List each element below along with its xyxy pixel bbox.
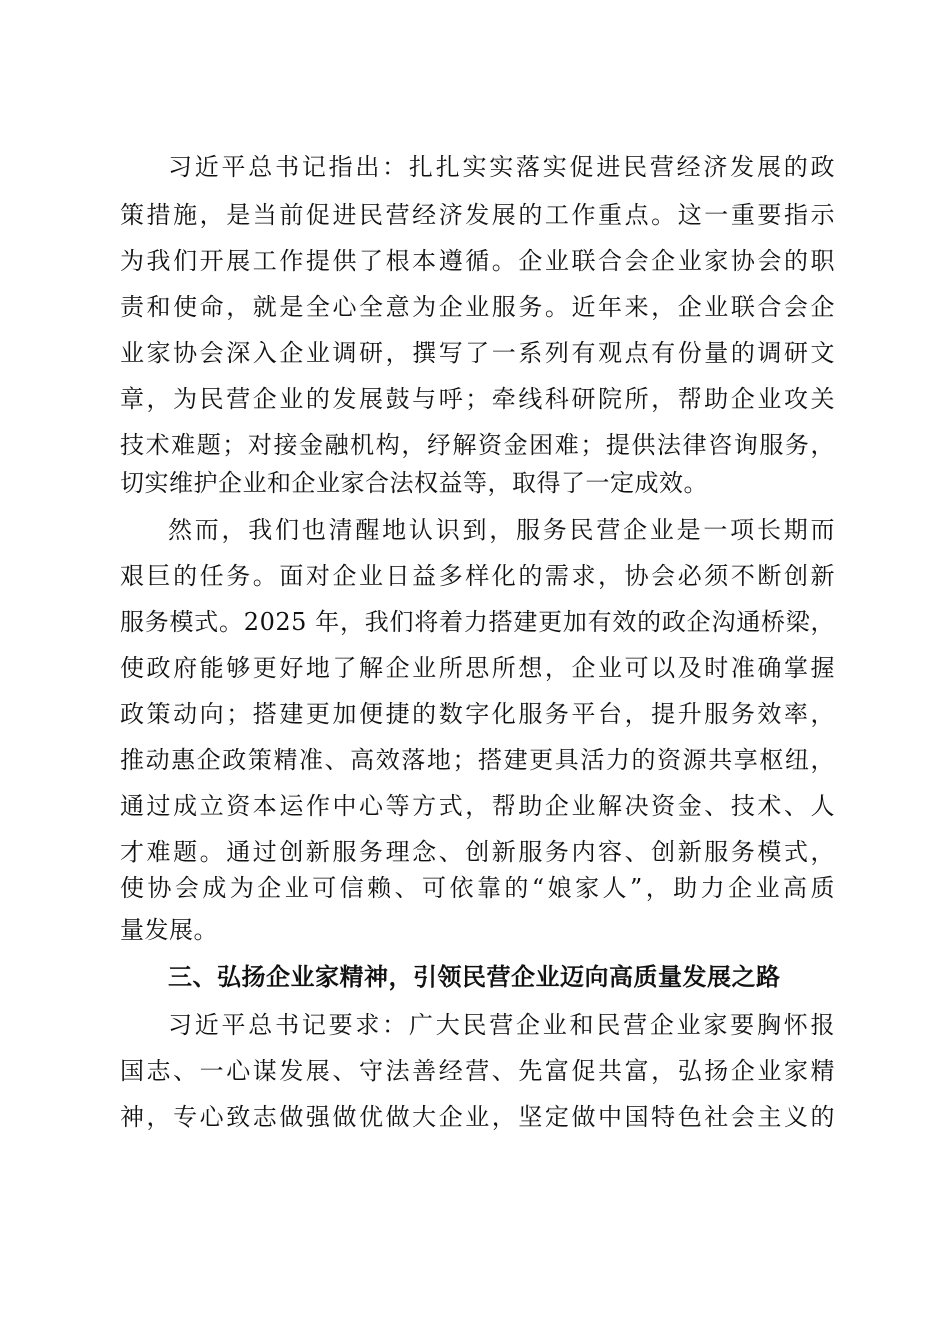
paragraph-1-line-3: 为我们开展工作提供了根本遵循。企业联合会企业家协会的职 [120,247,835,275]
paragraph-2-line-1: 然而，我们也清醒地认识到，服务民营企业是一项长期而 [168,516,835,544]
paragraph-3-line-3: 神，专心致志做强做优做大企业，坚定做中国特色社会主义的 [120,1103,835,1131]
section-heading: 三、弘扬企业家精神，引领民营企业迈向高质量发展之路 [168,963,781,991]
paragraph-2-line-2: 艰巨的任务。面对企业日益多样化的需求，协会必须不断创新 [120,562,835,590]
paragraph-2-line-8: 才难题。通过创新服务理念、创新服务内容、创新服务模式， [120,838,835,866]
paragraph-2-line-5: 政策动向；搭建更加便捷的数字化服务平台，提升服务效率， [120,700,835,728]
paragraph-3-line-1: 习近平总书记要求：广大民营企业和民营企业家要胸怀报 [168,1011,835,1039]
paragraph-2-line-3: 服务模式。2025 年，我们将着力搭建更加有效的政企沟通桥梁， [120,608,835,636]
paragraph-1-line-8: 切实维护企业和企业家合法权益等，取得了一定成效。 [120,469,708,497]
paragraph-1-line-6: 章，为民营企业的发展鼓与呼；牵线科研院所，帮助企业攻关 [120,385,835,413]
paragraph-2-line-7: 通过成立资本运作中心等方式，帮助企业解决资金、技术、人 [120,792,835,820]
paragraph-3-line-2: 国志、一心谋发展、守法善经营、先富促共富，弘扬企业家精 [120,1057,835,1085]
paragraph-1-line-5: 业家协会深入企业调研，撰写了一系列有观点有份量的调研文 [120,339,835,367]
paragraph-2-line-4: 使政府能够更好地了解企业所思所想，企业可以及时准确掌握 [120,654,835,682]
paragraph-1-line-2: 策措施，是当前促进民营经济发展的工作重点。这一重要指示 [120,201,835,229]
paragraph-2-line-10: 量发展。 [120,916,218,944]
paragraph-1-line-1: 习近平总书记指出：扎扎实实落实促进民营经济发展的政 [168,153,835,181]
paragraph-1-line-7: 技术难题；对接金融机构，纾解资金困难；提供法律咨询服务， [120,431,835,459]
paragraph-2-line-6: 推动惠企政策精准、高效落地；搭建更具活力的资源共享枢纽， [120,746,835,774]
paragraph-2-line-9: 使协会成为企业可信赖、可依靠的“娘家人”，助力企业高质 [120,874,835,902]
paragraph-1-line-4: 责和使命，就是全心全意为企业服务。近年来，企业联合会企 [120,293,835,321]
